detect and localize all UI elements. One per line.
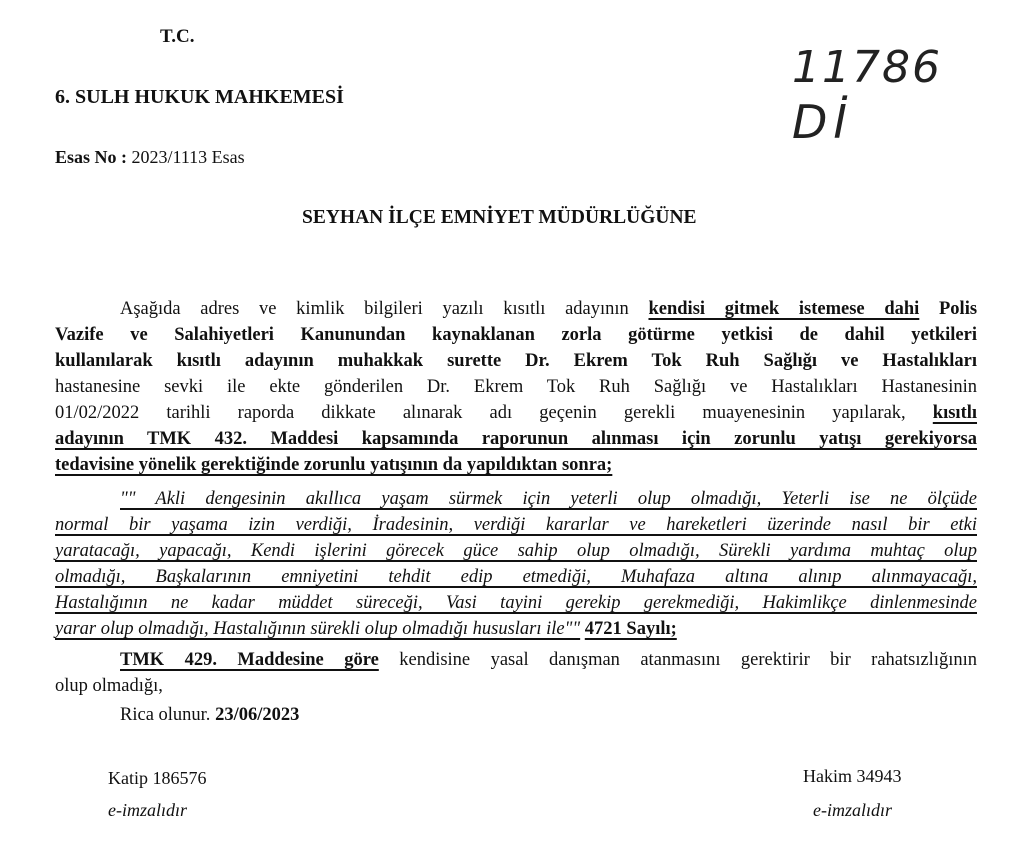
esas-value: 2023/1113 Esas (131, 147, 245, 167)
quote-line: olmadığı, Başkalarının emniyetini tehdit edip etmediği, Muhafaza altına alınıp alınmayacağı, (55, 567, 977, 587)
body-line: kullanılarak kısıtlı adayının muhakkak surette Dr. Ekrem Tok Ruh Sağlığı ve Hastalıkları (55, 351, 977, 371)
quote-line: "" Akli dengesinin akıllıca yaşam sürmek için yeterli olup olmadığı, Yeterli ise ne ölçüde (120, 489, 977, 509)
handwritten-annotation (780, 40, 960, 150)
body-line: olup olmadığı, (55, 676, 163, 696)
third-paragraph (55, 647, 977, 699)
body-line: tedavisine yönelik gerektiğinde zorunlu yatışının da yapıldıktan sonra; (55, 455, 613, 475)
clerk-signature: Katip 186576 (108, 768, 207, 788)
quote-line: Hastalığının ne kadar müddet süreceği, Vasi tayini gerekip gerekmediği, Hakimlikçe dinlenmesinde (55, 593, 977, 613)
emphasis-text: kısıtlı (932, 403, 978, 423)
court-name: 6. SULH HUKUK MAHKEMESİ (55, 86, 344, 108)
closing-line (120, 705, 299, 726)
law-reference: 4721 Sayılı; (584, 619, 677, 639)
quote-text: yarar olup olmadığı, Hastalığının sürekli olup olmadığı hususları ile"" (55, 619, 581, 639)
judge-esign-note: e-imzalıdır (813, 800, 892, 820)
quote-line: normal bir yaşama izin verdiği, İradesinin, verdiği kararlar ve hareketleri üzerinde nasıl bir etki (55, 515, 977, 535)
clerk-esign-note: e-imzalıdır (108, 800, 187, 820)
quote-line (55, 616, 977, 642)
quoted-questions (55, 486, 977, 642)
emphasis-text: kendisi gitmek istemese dahi (648, 299, 920, 319)
body-text: kendisine yasal danışman atanmasını gerektirir bir rahatsızlığının (399, 650, 977, 670)
body-text: 01/02/2022 tarihli raporda dikkate alınarak adı geçenin gerekli muayenesinin yapılarak, (55, 403, 906, 423)
handwritten-number: 11786 (792, 42, 942, 93)
esas-number (55, 147, 245, 168)
quote-line: yaratacağı, yapacağı, Kendi işlerini görecek güce sahip olup olmadığı, Sürekli yardıma muhtaç olup (55, 541, 977, 561)
closing-text: Rica olunur. (120, 705, 211, 725)
body-line (55, 296, 977, 322)
body-text: Polis (939, 299, 978, 319)
body-line: adayının TMK 432. Maddesi kapsamında raporunun alınması için zorunlu yatışı gerekiyorsa (55, 429, 977, 449)
main-paragraph (55, 296, 977, 478)
body-line: Vazife ve Salahiyetleri Kanunundan kaynaklanan zorla götürme yetkisi de dahil yetkileri (55, 325, 977, 345)
emphasis-text: TMK 429. Maddesine göre (120, 650, 379, 670)
tc-heading: T.C. (160, 26, 195, 47)
body-line: hastanesine sevki ile ekte gönderilen Dr. Ekrem Tok Ruh Sağlığı ve Hastalıkları Hastanesinin (55, 377, 977, 397)
handwritten-letters: Dİ (792, 95, 853, 149)
body-line (55, 400, 977, 426)
body-line (55, 647, 977, 673)
document-date: 23/06/2023 (215, 705, 300, 725)
judge-signature: Hakim 34943 (803, 766, 902, 786)
body-text: Aşağıda adres ve kimlik bilgileri yazılı kısıtlı adayının (120, 299, 629, 319)
recipient-heading: SEYHAN İLÇE EMNİYET MÜDÜRLÜĞÜNE (302, 207, 697, 228)
esas-label: Esas No : (55, 147, 128, 167)
